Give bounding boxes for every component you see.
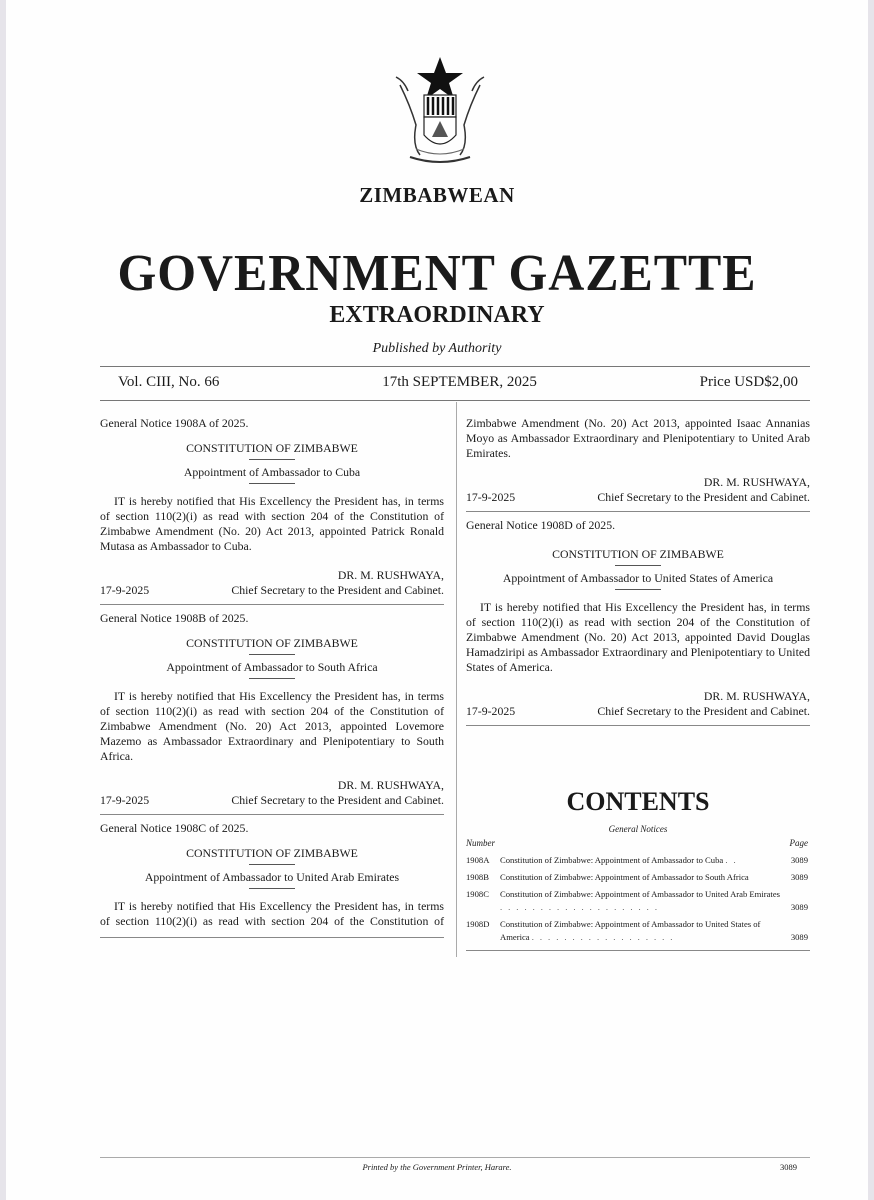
notice-date: 17-9-2025 — [466, 490, 516, 504]
notice-separator — [100, 814, 444, 815]
footer-printer: Printed by the Government Printer, Harare. — [362, 1162, 512, 1172]
notice-separator — [466, 511, 810, 512]
contents-entry[interactable] — [466, 871, 808, 884]
notice-title: Appointment of Ambassador to Cuba — [183, 465, 361, 479]
right-column — [466, 416, 810, 732]
entry-page: 3089 — [790, 872, 808, 882]
leader-dots: .................... — [500, 902, 663, 912]
divider — [249, 654, 295, 655]
signatory-office: Chief Secretary to the President and Cabinet. — [597, 490, 810, 504]
left-column — [100, 416, 444, 944]
notice-body: IT is hereby notified that His Excellency the President has, in terms of section 110(2)(i) as read with section 204 of the Constitution of — [100, 899, 444, 928]
issue-date: 17th SEPTEMBER, 2025 — [382, 374, 537, 390]
entry-title: Constitution of Zimbabwe: Appointment of Ambassador to Cuba — [500, 855, 724, 865]
entry-page: 3089 — [790, 932, 808, 942]
coat-of-arms-icon — [390, 55, 490, 170]
notice-body: IT is hereby notified that His Excellency the President has, in terms of section 110(2)(i) as read with section 204 of the Constitution of Zimbabwe Amendment (No. 20) Act 2013, appointed David Douglas Hamadziripi as Ambassador Extraordinary and Plenipotentiary to United States of America. — [466, 600, 810, 674]
entry-title: Constitution of Zimbabwe: Appointment of Ambassador to United Arab Emirates — [500, 889, 780, 899]
signatory: DR. M. RUSHWAYA, — [703, 475, 810, 489]
divider — [249, 888, 295, 889]
notice-separator — [466, 725, 810, 726]
divider — [249, 459, 295, 460]
contents-end-rule — [466, 950, 810, 951]
divider — [615, 565, 661, 566]
footer-page-number: 3089 — [780, 1162, 797, 1172]
published-by: Published by Authority — [372, 341, 502, 356]
notice-body-continued: Zimbabwe Amendment (No. 20) Act 2013, appointed Isaac Annanias Moyo as Ambassador Extraordinary and Plenipotentiary to United Arab Emirates. — [466, 416, 810, 460]
contents-title: CONTENTS — [566, 787, 710, 816]
signatory-office: Chief Secretary to the President and Cabinet. — [597, 704, 810, 718]
contents-number-label: Number — [466, 838, 495, 848]
notice-number: General Notice 1908A of 2025. — [100, 416, 249, 430]
notice-body: IT is hereby notified that His Excellency the President has, in terms of section 110(2)(i) as read with section 204 of the Constitution of Zimbabwe Amendment (No. 20) Act 2013, appointed Patrick Ronald Mutasa as Ambassador to Cuba. — [100, 494, 444, 553]
divider — [615, 589, 661, 590]
entry-number: 1908D — [466, 919, 490, 929]
notice-date: 17-9-2025 — [100, 583, 150, 597]
notice-body: IT is hereby notified that His Excellency the President has, in terms of section 110(2)(i) as read with section 204 of the Constitution of Zimbabwe Amendment (No. 20) Act 2013, appointed Lovemore Mazemo as Ambassador Extraordinary and Plenipotentiary to South Africa. — [100, 689, 444, 763]
notice-number: General Notice 1908C of 2025. — [100, 821, 249, 835]
entry-title: Constitution of Zimbabwe: Appointment of Ambassador to South Africa — [500, 872, 749, 882]
divider — [249, 678, 295, 679]
notice-number: General Notice 1908D of 2025. — [466, 518, 616, 532]
notice-title: Appointment of Ambassador to United States of America — [502, 571, 774, 585]
notice-heading: CONSTITUTION OF ZIMBABWE — [186, 636, 358, 650]
entry-page: 3089 — [790, 902, 808, 912]
notice-date: 17-9-2025 — [466, 704, 516, 718]
issue-bar — [118, 374, 798, 391]
contents-entry[interactable] — [466, 888, 808, 914]
notice-number: General Notice 1908B of 2025. — [100, 611, 249, 625]
signatory: DR. M. RUSHWAYA, — [703, 689, 810, 703]
contents-header — [466, 838, 808, 848]
issue-price: Price USD$2,00 — [699, 374, 798, 390]
signatory: DR. M. RUSHWAYA, — [337, 778, 444, 792]
column-end-rule — [100, 937, 444, 938]
notice-date: 17-9-2025 — [100, 793, 150, 807]
signatory: DR. M. RUSHWAYA, — [337, 568, 444, 582]
masthead-country: ZIMBABWEAN — [359, 183, 515, 207]
entry-page: 3089 — [790, 855, 808, 865]
notice-title: Appointment of Ambassador to United Arab Emirates — [144, 870, 400, 884]
signatory-office: Chief Secretary to the President and Cabinet. — [231, 793, 444, 807]
notice-heading: CONSTITUTION OF ZIMBABWE — [552, 547, 724, 561]
entry-number: 1908A — [466, 855, 490, 865]
masthead-subtitle: EXTRAORDINARY — [329, 302, 545, 328]
contents-entry[interactable] — [466, 918, 808, 944]
notice-1908c — [100, 821, 444, 929]
entry-number: 1908B — [466, 872, 489, 882]
issue-rule-top — [100, 366, 810, 367]
notice-1908d — [466, 518, 810, 719]
issue-rule-bottom — [100, 400, 810, 401]
leader-dots: .. — [725, 855, 742, 865]
contents-list — [466, 854, 808, 948]
notice-1908c-continued — [466, 416, 810, 505]
notice-separator — [100, 604, 444, 605]
notice-1908b — [100, 611, 444, 808]
entry-title: Constitution of Zimbabwe: Appointment of Ambassador to United States of America — [500, 919, 761, 942]
notice-title: Appointment of Ambassador to South Africa — [166, 660, 378, 674]
contents-page-label: Page — [789, 838, 808, 848]
footer-rule — [100, 1157, 810, 1158]
contents-section: General Notices — [608, 824, 668, 834]
masthead-title: GOVERNMENT GAZETTE — [117, 245, 757, 302]
notice-heading: CONSTITUTION OF ZIMBABWE — [186, 441, 358, 455]
notice-1908a — [100, 416, 444, 598]
divider — [249, 483, 295, 484]
leader-dots: .................. — [531, 932, 679, 942]
signatory-office: Chief Secretary to the President and Cabinet. — [231, 583, 444, 597]
notice-heading: CONSTITUTION OF ZIMBABWE — [186, 846, 358, 860]
entry-number: 1908C — [466, 889, 489, 899]
contents-entry[interactable] — [466, 854, 808, 867]
column-divider — [456, 402, 457, 957]
issue-volume: Vol. CIII, No. 66 — [118, 374, 220, 390]
divider — [249, 864, 295, 865]
